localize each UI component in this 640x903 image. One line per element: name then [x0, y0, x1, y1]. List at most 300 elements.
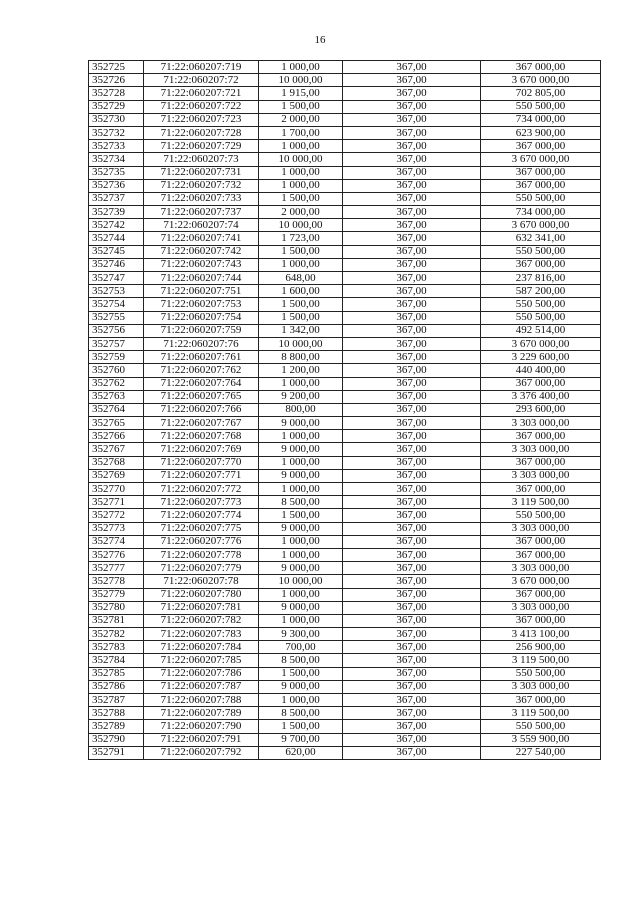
table-row	[89, 258, 601, 271]
cadastral-number-cell: 71:22:060207:719	[144, 61, 259, 74]
area-cell: 1 000,00	[259, 614, 343, 627]
area-cell: 700,00	[259, 641, 343, 654]
area-cell: 1 500,00	[259, 311, 343, 324]
rate-cell: 367,00	[343, 522, 481, 535]
rate-cell: 367,00	[343, 403, 481, 416]
area-cell: 1 600,00	[259, 285, 343, 298]
rate-cell: 367,00	[343, 746, 481, 759]
area-cell: 1 000,00	[259, 166, 343, 179]
table-row	[89, 192, 601, 205]
value-cell: 237 816,00	[481, 272, 601, 285]
area-cell: 1 000,00	[259, 456, 343, 469]
table-row	[89, 628, 601, 641]
rate-cell: 367,00	[343, 601, 481, 614]
table-row	[89, 562, 601, 575]
value-cell: 550 500,00	[481, 192, 601, 205]
cadastral-number-cell: 71:22:060207:74	[144, 219, 259, 232]
rate-cell: 367,00	[343, 575, 481, 588]
table-row	[89, 680, 601, 693]
cadastral-number-cell: 71:22:060207:781	[144, 601, 259, 614]
value-cell: 550 500,00	[481, 509, 601, 522]
value-cell: 734 000,00	[481, 206, 601, 219]
rate-cell: 367,00	[343, 232, 481, 245]
record-number-cell: 352784	[89, 654, 144, 667]
rate-cell: 367,00	[343, 628, 481, 641]
rate-cell: 367,00	[343, 206, 481, 219]
area-cell: 9 000,00	[259, 443, 343, 456]
area-cell: 9 000,00	[259, 417, 343, 430]
value-cell: 367 000,00	[481, 548, 601, 561]
table-row	[89, 179, 601, 192]
area-cell: 1 500,00	[259, 720, 343, 733]
cadastral-number-cell: 71:22:060207:765	[144, 390, 259, 403]
record-number-cell: 352762	[89, 377, 144, 390]
record-number-cell: 352767	[89, 443, 144, 456]
rate-cell: 367,00	[343, 390, 481, 403]
value-cell: 3 670 000,00	[481, 575, 601, 588]
value-cell: 367 000,00	[481, 535, 601, 548]
record-number-cell: 352756	[89, 324, 144, 337]
record-number-cell: 352736	[89, 179, 144, 192]
cadastral-number-cell: 71:22:060207:741	[144, 232, 259, 245]
record-number-cell: 352729	[89, 100, 144, 113]
value-cell: 3 303 000,00	[481, 522, 601, 535]
table-row	[89, 667, 601, 680]
area-cell: 620,00	[259, 746, 343, 759]
table-row	[89, 575, 601, 588]
value-cell: 293 600,00	[481, 403, 601, 416]
rate-cell: 367,00	[343, 140, 481, 153]
value-cell: 492 514,00	[481, 324, 601, 337]
rate-cell: 367,00	[343, 641, 481, 654]
table-row	[89, 113, 601, 126]
area-cell: 1 000,00	[259, 61, 343, 74]
record-number-cell: 352785	[89, 667, 144, 680]
table-row	[89, 707, 601, 720]
cadastral-number-cell: 71:22:060207:742	[144, 245, 259, 258]
value-cell: 3 559 900,00	[481, 733, 601, 746]
rate-cell: 367,00	[343, 219, 481, 232]
record-number-cell: 352788	[89, 707, 144, 720]
value-cell: 3 119 500,00	[481, 496, 601, 509]
record-number-cell: 352757	[89, 337, 144, 350]
cadastral-number-cell: 71:22:060207:751	[144, 285, 259, 298]
record-number-cell: 352754	[89, 298, 144, 311]
record-number-cell: 352760	[89, 364, 144, 377]
table-row	[89, 522, 601, 535]
rate-cell: 367,00	[343, 272, 481, 285]
cadastral-number-cell: 71:22:060207:722	[144, 100, 259, 113]
cadastral-number-cell: 71:22:060207:753	[144, 298, 259, 311]
record-number-cell: 352778	[89, 575, 144, 588]
value-cell: 367 000,00	[481, 377, 601, 390]
record-number-cell: 352789	[89, 720, 144, 733]
area-cell: 1 000,00	[259, 483, 343, 496]
cadastral-number-cell: 71:22:060207:762	[144, 364, 259, 377]
area-cell: 1 500,00	[259, 298, 343, 311]
table-row	[89, 311, 601, 324]
cadastral-number-cell: 71:22:060207:732	[144, 179, 259, 192]
table-row	[89, 324, 601, 337]
cadastral-number-cell: 71:22:060207:783	[144, 628, 259, 641]
value-cell: 3 670 000,00	[481, 337, 601, 350]
records-table	[88, 60, 601, 760]
value-cell: 632 341,00	[481, 232, 601, 245]
area-cell: 1 000,00	[259, 179, 343, 192]
cadastral-number-cell: 71:22:060207:759	[144, 324, 259, 337]
record-number-cell: 352753	[89, 285, 144, 298]
value-cell: 227 540,00	[481, 746, 601, 759]
rate-cell: 367,00	[343, 100, 481, 113]
rate-cell: 367,00	[343, 417, 481, 430]
table-row	[89, 496, 601, 509]
area-cell: 1 500,00	[259, 509, 343, 522]
table-row	[89, 166, 601, 179]
record-number-cell: 352739	[89, 206, 144, 219]
area-cell: 2 000,00	[259, 206, 343, 219]
record-number-cell: 352755	[89, 311, 144, 324]
rate-cell: 367,00	[343, 179, 481, 192]
cadastral-number-cell: 71:22:060207:787	[144, 680, 259, 693]
record-number-cell: 352737	[89, 192, 144, 205]
record-number-cell: 352783	[89, 641, 144, 654]
value-cell: 587 200,00	[481, 285, 601, 298]
table-row	[89, 272, 601, 285]
rate-cell: 367,00	[343, 483, 481, 496]
area-cell: 1 000,00	[259, 694, 343, 707]
table-row	[89, 614, 601, 627]
cadastral-number-cell: 71:22:060207:786	[144, 667, 259, 680]
area-cell: 1 200,00	[259, 364, 343, 377]
area-cell: 1 700,00	[259, 126, 343, 139]
table-row	[89, 377, 601, 390]
cadastral-number-cell: 71:22:060207:778	[144, 548, 259, 561]
record-number-cell: 352769	[89, 469, 144, 482]
record-number-cell: 352747	[89, 272, 144, 285]
rate-cell: 367,00	[343, 126, 481, 139]
cadastral-number-cell: 71:22:060207:764	[144, 377, 259, 390]
cadastral-number-cell: 71:22:060207:776	[144, 535, 259, 548]
rate-cell: 367,00	[343, 535, 481, 548]
record-number-cell: 352726	[89, 74, 144, 87]
area-cell: 8 500,00	[259, 654, 343, 667]
cadastral-number-cell: 71:22:060207:770	[144, 456, 259, 469]
rate-cell: 367,00	[343, 113, 481, 126]
value-cell: 3 670 000,00	[481, 153, 601, 166]
record-number-cell: 352765	[89, 417, 144, 430]
record-number-cell: 352725	[89, 61, 144, 74]
cadastral-number-cell: 71:22:060207:773	[144, 496, 259, 509]
table-row	[89, 548, 601, 561]
area-cell: 1 915,00	[259, 87, 343, 100]
rate-cell: 367,00	[343, 166, 481, 179]
table-row	[89, 535, 601, 548]
table-row	[89, 100, 601, 113]
area-cell: 1 723,00	[259, 232, 343, 245]
table-row	[89, 694, 601, 707]
value-cell: 550 500,00	[481, 667, 601, 680]
record-number-cell: 352791	[89, 746, 144, 759]
area-cell: 1 500,00	[259, 667, 343, 680]
cadastral-number-cell: 71:22:060207:728	[144, 126, 259, 139]
record-number-cell: 352771	[89, 496, 144, 509]
value-cell: 367 000,00	[481, 430, 601, 443]
table-row	[89, 588, 601, 601]
record-number-cell: 352744	[89, 232, 144, 245]
table-row	[89, 245, 601, 258]
area-cell: 1 500,00	[259, 192, 343, 205]
rate-cell: 367,00	[343, 377, 481, 390]
cadastral-number-cell: 71:22:060207:771	[144, 469, 259, 482]
value-cell: 367 000,00	[481, 614, 601, 627]
rate-cell: 367,00	[343, 364, 481, 377]
value-cell: 3 303 000,00	[481, 443, 601, 456]
record-number-cell: 352746	[89, 258, 144, 271]
rate-cell: 367,00	[343, 324, 481, 337]
value-cell: 550 500,00	[481, 100, 601, 113]
value-cell: 550 500,00	[481, 311, 601, 324]
value-cell: 3 670 000,00	[481, 74, 601, 87]
rate-cell: 367,00	[343, 694, 481, 707]
table-row	[89, 430, 601, 443]
value-cell: 3 303 000,00	[481, 601, 601, 614]
rate-cell: 367,00	[343, 430, 481, 443]
cadastral-number-cell: 71:22:060207:772	[144, 483, 259, 496]
table-row	[89, 509, 601, 522]
rate-cell: 367,00	[343, 311, 481, 324]
rate-cell: 367,00	[343, 588, 481, 601]
value-cell: 3 119 500,00	[481, 654, 601, 667]
cadastral-number-cell: 71:22:060207:721	[144, 87, 259, 100]
rate-cell: 367,00	[343, 443, 481, 456]
rate-cell: 367,00	[343, 298, 481, 311]
record-number-cell: 352781	[89, 614, 144, 627]
cadastral-number-cell: 71:22:060207:779	[144, 562, 259, 575]
cadastral-number-cell: 71:22:060207:73	[144, 153, 259, 166]
record-number-cell: 352759	[89, 351, 144, 364]
area-cell: 9 200,00	[259, 390, 343, 403]
record-number-cell: 352734	[89, 153, 144, 166]
area-cell: 10 000,00	[259, 74, 343, 87]
rate-cell: 367,00	[343, 61, 481, 74]
value-cell: 3 303 000,00	[481, 417, 601, 430]
record-number-cell: 352768	[89, 456, 144, 469]
cadastral-number-cell: 71:22:060207:780	[144, 588, 259, 601]
record-number-cell: 352728	[89, 87, 144, 100]
rate-cell: 367,00	[343, 74, 481, 87]
record-number-cell: 352766	[89, 430, 144, 443]
cadastral-number-cell: 71:22:060207:768	[144, 430, 259, 443]
area-cell: 1 000,00	[259, 430, 343, 443]
record-number-cell: 352745	[89, 245, 144, 258]
value-cell: 3 413 100,00	[481, 628, 601, 641]
value-cell: 623 900,00	[481, 126, 601, 139]
record-number-cell: 352776	[89, 548, 144, 561]
area-cell: 10 000,00	[259, 219, 343, 232]
value-cell: 367 000,00	[481, 61, 601, 74]
cadastral-number-cell: 71:22:060207:761	[144, 351, 259, 364]
table-row	[89, 351, 601, 364]
table-row	[89, 483, 601, 496]
table-row	[89, 61, 601, 74]
value-cell: 3 376 400,00	[481, 390, 601, 403]
cadastral-number-cell: 71:22:060207:775	[144, 522, 259, 535]
record-number-cell: 352772	[89, 509, 144, 522]
record-number-cell: 352764	[89, 403, 144, 416]
record-number-cell: 352732	[89, 126, 144, 139]
rate-cell: 367,00	[343, 614, 481, 627]
rate-cell: 367,00	[343, 87, 481, 100]
value-cell: 3 119 500,00	[481, 707, 601, 720]
value-cell: 367 000,00	[481, 140, 601, 153]
cadastral-number-cell: 71:22:060207:729	[144, 140, 259, 153]
rate-cell: 367,00	[343, 285, 481, 298]
area-cell: 9 000,00	[259, 680, 343, 693]
rate-cell: 367,00	[343, 337, 481, 350]
area-cell: 2 000,00	[259, 113, 343, 126]
cadastral-number-cell: 71:22:060207:785	[144, 654, 259, 667]
record-number-cell: 352774	[89, 535, 144, 548]
rate-cell: 367,00	[343, 733, 481, 746]
cadastral-number-cell: 71:22:060207:767	[144, 417, 259, 430]
table-row	[89, 126, 601, 139]
value-cell: 256 900,00	[481, 641, 601, 654]
record-number-cell: 352780	[89, 601, 144, 614]
area-cell: 10 000,00	[259, 153, 343, 166]
rate-cell: 367,00	[343, 496, 481, 509]
table-row	[89, 733, 601, 746]
area-cell: 1 000,00	[259, 588, 343, 601]
cadastral-number-cell: 71:22:060207:744	[144, 272, 259, 285]
cadastral-number-cell: 71:22:060207:789	[144, 707, 259, 720]
value-cell: 3 303 000,00	[481, 680, 601, 693]
table-row	[89, 232, 601, 245]
area-cell: 1 000,00	[259, 535, 343, 548]
area-cell: 1 500,00	[259, 245, 343, 258]
area-cell: 800,00	[259, 403, 343, 416]
cadastral-number-cell: 71:22:060207:723	[144, 113, 259, 126]
rate-cell: 367,00	[343, 548, 481, 561]
table-row	[89, 153, 601, 166]
table-row	[89, 654, 601, 667]
value-cell: 367 000,00	[481, 483, 601, 496]
record-number-cell: 352770	[89, 483, 144, 496]
rate-cell: 367,00	[343, 469, 481, 482]
cadastral-number-cell: 71:22:060207:788	[144, 694, 259, 707]
record-number-cell: 352742	[89, 219, 144, 232]
cadastral-number-cell: 71:22:060207:774	[144, 509, 259, 522]
rate-cell: 367,00	[343, 720, 481, 733]
value-cell: 367 000,00	[481, 456, 601, 469]
value-cell: 367 000,00	[481, 258, 601, 271]
cadastral-number-cell: 71:22:060207:78	[144, 575, 259, 588]
area-cell: 8 500,00	[259, 496, 343, 509]
rate-cell: 367,00	[343, 680, 481, 693]
area-cell: 1 342,00	[259, 324, 343, 337]
table-row	[89, 87, 601, 100]
rate-cell: 367,00	[343, 707, 481, 720]
rate-cell: 367,00	[343, 192, 481, 205]
area-cell: 9 000,00	[259, 469, 343, 482]
area-cell: 1 000,00	[259, 258, 343, 271]
table-row	[89, 285, 601, 298]
value-cell: 3 303 000,00	[481, 562, 601, 575]
table-row	[89, 298, 601, 311]
table-row	[89, 443, 601, 456]
table-row	[89, 206, 601, 219]
rate-cell: 367,00	[343, 456, 481, 469]
area-cell: 1 500,00	[259, 100, 343, 113]
cadastral-number-cell: 71:22:060207:754	[144, 311, 259, 324]
value-cell: 702 805,00	[481, 87, 601, 100]
value-cell: 367 000,00	[481, 179, 601, 192]
cadastral-number-cell: 71:22:060207:782	[144, 614, 259, 627]
rate-cell: 367,00	[343, 509, 481, 522]
area-cell: 9 300,00	[259, 628, 343, 641]
record-number-cell: 352779	[89, 588, 144, 601]
record-number-cell: 352790	[89, 733, 144, 746]
area-cell: 1 000,00	[259, 140, 343, 153]
table-row	[89, 417, 601, 430]
table-row	[89, 140, 601, 153]
table-row	[89, 720, 601, 733]
value-cell: 550 500,00	[481, 720, 601, 733]
record-number-cell: 352735	[89, 166, 144, 179]
record-number-cell: 352777	[89, 562, 144, 575]
cadastral-number-cell: 71:22:060207:792	[144, 746, 259, 759]
table-row	[89, 456, 601, 469]
value-cell: 440 400,00	[481, 364, 601, 377]
table-row	[89, 390, 601, 403]
record-number-cell: 352782	[89, 628, 144, 641]
table-row	[89, 403, 601, 416]
area-cell: 9 000,00	[259, 601, 343, 614]
rate-cell: 367,00	[343, 153, 481, 166]
cadastral-number-cell: 71:22:060207:784	[144, 641, 259, 654]
record-number-cell: 352733	[89, 140, 144, 153]
cadastral-number-cell: 71:22:060207:769	[144, 443, 259, 456]
table-row	[89, 601, 601, 614]
area-cell: 1 000,00	[259, 377, 343, 390]
cadastral-number-cell: 71:22:060207:791	[144, 733, 259, 746]
table-row	[89, 364, 601, 377]
area-cell: 9 000,00	[259, 522, 343, 535]
table-row	[89, 469, 601, 482]
table-row	[89, 337, 601, 350]
cadastral-number-cell: 71:22:060207:790	[144, 720, 259, 733]
rate-cell: 367,00	[343, 258, 481, 271]
cadastral-number-cell: 71:22:060207:737	[144, 206, 259, 219]
cadastral-number-cell: 71:22:060207:72	[144, 74, 259, 87]
record-number-cell: 352773	[89, 522, 144, 535]
table-row	[89, 74, 601, 87]
value-cell: 367 000,00	[481, 166, 601, 179]
value-cell: 3 303 000,00	[481, 469, 601, 482]
rate-cell: 367,00	[343, 562, 481, 575]
value-cell: 734 000,00	[481, 113, 601, 126]
area-cell: 8 500,00	[259, 707, 343, 720]
area-cell: 1 000,00	[259, 548, 343, 561]
cadastral-number-cell: 71:22:060207:766	[144, 403, 259, 416]
record-number-cell: 352786	[89, 680, 144, 693]
value-cell: 367 000,00	[481, 588, 601, 601]
value-cell: 367 000,00	[481, 694, 601, 707]
page-number: 16	[314, 34, 326, 46]
table-body	[89, 61, 601, 760]
cadastral-number-cell: 71:22:060207:76	[144, 337, 259, 350]
area-cell: 10 000,00	[259, 575, 343, 588]
area-cell: 648,00	[259, 272, 343, 285]
